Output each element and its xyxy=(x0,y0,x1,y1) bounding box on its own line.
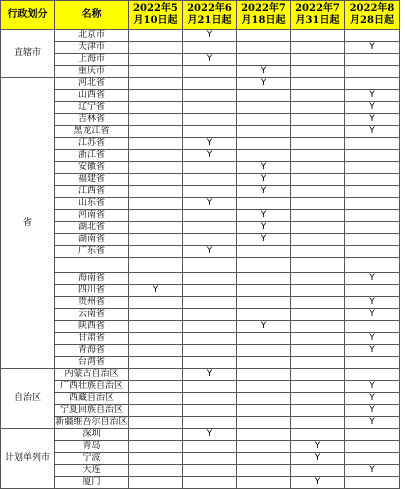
mark-cell[interactable] xyxy=(291,333,345,345)
table-row xyxy=(1,30,400,42)
name-cell[interactable]: 重庆市 xyxy=(55,66,129,78)
mark-cell[interactable] xyxy=(237,441,291,453)
mark-cell[interactable] xyxy=(129,246,183,258)
header-date-5[interactable]: 2022年8月28日起 xyxy=(345,1,400,30)
mark-cell[interactable] xyxy=(129,345,183,357)
mark-cell[interactable] xyxy=(183,417,237,429)
mark-cell[interactable] xyxy=(291,90,345,102)
mark-cell[interactable] xyxy=(129,405,183,417)
mark-cell[interactable] xyxy=(345,66,400,78)
table-row xyxy=(1,321,400,333)
mark-cell[interactable] xyxy=(345,441,400,453)
mark-cell[interactable] xyxy=(237,273,291,285)
name-cell[interactable]: 海南省 xyxy=(55,273,129,285)
mark-cell[interactable] xyxy=(183,42,237,54)
mark-cell[interactable] xyxy=(129,234,183,246)
mark-cell[interactable] xyxy=(237,138,291,150)
mark-cell[interactable] xyxy=(129,381,183,393)
mark-cell[interactable] xyxy=(291,357,345,369)
mark-cell[interactable] xyxy=(291,126,345,138)
name-cell[interactable]: 青岛 xyxy=(55,441,129,453)
mark-cell[interactable] xyxy=(237,309,291,321)
table-row xyxy=(1,198,400,210)
name-cell[interactable]: 黑龙江省 xyxy=(55,126,129,138)
mark-cell[interactable] xyxy=(345,357,400,369)
mark-cell[interactable] xyxy=(291,234,345,246)
name-cell[interactable]: 甘肃省 xyxy=(55,333,129,345)
name-cell[interactable]: 山西省 xyxy=(55,90,129,102)
mark-cell[interactable] xyxy=(237,393,291,405)
name-cell[interactable]: 厦门 xyxy=(55,477,129,489)
mark-cell[interactable] xyxy=(183,234,237,246)
mark-cell[interactable]: Y xyxy=(291,477,345,489)
mark-cell[interactable] xyxy=(129,186,183,198)
name-cell[interactable]: 四川省 xyxy=(55,285,129,297)
mark-cell[interactable] xyxy=(345,453,400,465)
mark-cell[interactable] xyxy=(129,78,183,90)
mark-cell[interactable] xyxy=(291,186,345,198)
mark-cell[interactable] xyxy=(291,273,345,285)
mark-cell[interactable] xyxy=(183,321,237,333)
mark-cell[interactable] xyxy=(129,66,183,78)
table-row xyxy=(1,441,400,453)
mark-cell[interactable] xyxy=(129,222,183,234)
mark-cell[interactable] xyxy=(291,393,345,405)
mark-cell[interactable] xyxy=(345,234,400,246)
table-row xyxy=(1,150,400,162)
name-cell[interactable]: 河南省 xyxy=(55,210,129,222)
mark-cell[interactable]: Y xyxy=(183,369,237,381)
spacer-row xyxy=(1,258,400,273)
mark-cell[interactable]: Y xyxy=(237,174,291,186)
mark-cell[interactable]: Y xyxy=(183,138,237,150)
name-cell[interactable]: 西藏自治区 xyxy=(55,393,129,405)
mark-cell[interactable] xyxy=(183,285,237,297)
mark-cell[interactable]: Y xyxy=(345,381,400,393)
mark-cell[interactable] xyxy=(291,210,345,222)
mark-cell[interactable] xyxy=(129,30,183,42)
mark-cell[interactable]: Y xyxy=(237,186,291,198)
mark-cell[interactable] xyxy=(129,441,183,453)
table-row xyxy=(1,234,400,246)
mark-cell[interactable]: Y xyxy=(345,309,400,321)
name-cell[interactable] xyxy=(55,258,129,273)
table-row xyxy=(1,126,400,138)
mark-cell[interactable] xyxy=(129,417,183,429)
mark-cell[interactable] xyxy=(291,429,345,441)
name-cell[interactable]: 辽宁省 xyxy=(55,102,129,114)
name-cell[interactable]: 天津市 xyxy=(55,42,129,54)
mark-cell[interactable] xyxy=(183,345,237,357)
mark-cell[interactable] xyxy=(129,210,183,222)
table-row xyxy=(1,90,400,102)
mark-cell[interactable] xyxy=(237,297,291,309)
header-region[interactable]: 行政划分 xyxy=(1,1,55,30)
mark-cell[interactable] xyxy=(291,114,345,126)
table-row xyxy=(1,309,400,321)
region-cell[interactable]: 直辖市 xyxy=(1,30,55,78)
mark-cell[interactable] xyxy=(129,126,183,138)
mark-cell[interactable]: Y xyxy=(345,345,400,357)
mark-cell[interactable] xyxy=(345,246,400,258)
mark-cell[interactable] xyxy=(345,54,400,66)
table-row xyxy=(1,465,400,477)
mark-cell[interactable] xyxy=(129,465,183,477)
mark-cell[interactable] xyxy=(129,393,183,405)
mark-cell[interactable] xyxy=(129,138,183,150)
mark-cell[interactable] xyxy=(291,102,345,114)
mark-cell[interactable] xyxy=(129,429,183,441)
name-cell[interactable]: 内蒙古自治区 xyxy=(55,369,129,381)
mark-cell[interactable] xyxy=(183,114,237,126)
mark-cell[interactable]: Y xyxy=(237,222,291,234)
mark-cell[interactable] xyxy=(129,42,183,54)
mark-cell[interactable]: Y xyxy=(183,429,237,441)
mark-cell[interactable]: Y xyxy=(345,405,400,417)
mark-cell[interactable] xyxy=(183,126,237,138)
table-row xyxy=(1,285,400,297)
mark-cell[interactable] xyxy=(129,198,183,210)
table-row xyxy=(1,381,400,393)
mark-cell[interactable]: Y xyxy=(345,417,400,429)
mark-cell[interactable] xyxy=(291,345,345,357)
name-cell[interactable]: 云南省 xyxy=(55,309,129,321)
mark-cell[interactable]: Y xyxy=(345,333,400,345)
mark-cell[interactable] xyxy=(237,345,291,357)
mark-cell[interactable]: Y xyxy=(237,78,291,90)
mark-cell[interactable] xyxy=(129,333,183,345)
mark-cell[interactable] xyxy=(183,453,237,465)
table-row xyxy=(1,297,400,309)
table-row xyxy=(1,477,400,489)
mark-cell[interactable]: Y xyxy=(345,393,400,405)
mark-cell[interactable] xyxy=(129,273,183,285)
mark-cell[interactable]: Y xyxy=(183,30,237,42)
mark-cell[interactable]: Y xyxy=(237,234,291,246)
mark-cell[interactable] xyxy=(345,285,400,297)
mark-cell[interactable] xyxy=(345,174,400,186)
mark-cell[interactable]: Y xyxy=(183,198,237,210)
mark-cell[interactable]: Y xyxy=(291,441,345,453)
mark-cell[interactable] xyxy=(237,246,291,258)
mark-cell[interactable] xyxy=(183,102,237,114)
name-cell[interactable]: 陕西省 xyxy=(55,321,129,333)
mark-cell[interactable] xyxy=(291,417,345,429)
name-cell[interactable]: 山东省 xyxy=(55,198,129,210)
mark-cell[interactable] xyxy=(237,453,291,465)
table-body xyxy=(1,30,400,489)
mark-cell[interactable] xyxy=(129,477,183,489)
mark-cell[interactable] xyxy=(183,357,237,369)
table-row xyxy=(1,54,400,66)
mark-cell[interactable] xyxy=(345,78,400,90)
mark-cell[interactable] xyxy=(129,90,183,102)
name-cell[interactable]: 大连 xyxy=(55,465,129,477)
mark-cell[interactable]: Y xyxy=(129,285,183,297)
mark-cell[interactable] xyxy=(129,321,183,333)
table-row xyxy=(1,102,400,114)
mark-cell[interactable] xyxy=(183,333,237,345)
header-date-4[interactable]: 2022年7月31日起 xyxy=(291,1,345,30)
table-row xyxy=(1,42,400,54)
mark-cell[interactable] xyxy=(291,246,345,258)
mark-cell[interactable] xyxy=(291,285,345,297)
name-cell[interactable]: 北京市 xyxy=(55,30,129,42)
mark-cell[interactable] xyxy=(237,465,291,477)
mark-cell[interactable] xyxy=(237,285,291,297)
mark-cell[interactable] xyxy=(237,126,291,138)
mark-cell[interactable]: Y xyxy=(345,102,400,114)
mark-cell[interactable] xyxy=(291,42,345,54)
mark-cell[interactable] xyxy=(183,186,237,198)
table-row xyxy=(1,186,400,198)
mark-cell[interactable] xyxy=(183,66,237,78)
mark-cell[interactable] xyxy=(183,465,237,477)
mark-cell[interactable]: Y xyxy=(237,162,291,174)
mark-cell[interactable] xyxy=(183,297,237,309)
mark-cell[interactable] xyxy=(183,309,237,321)
mark-cell[interactable] xyxy=(129,54,183,66)
table-row xyxy=(1,222,400,234)
table-row xyxy=(1,345,400,357)
mark-cell[interactable] xyxy=(129,150,183,162)
mark-cell[interactable] xyxy=(183,90,237,102)
name-cell[interactable]: 贵州省 xyxy=(55,297,129,309)
header-name[interactable]: 名称 xyxy=(55,1,129,30)
mark-cell[interactable] xyxy=(129,162,183,174)
mark-cell[interactable] xyxy=(183,393,237,405)
mark-cell[interactable] xyxy=(129,357,183,369)
name-cell[interactable]: 湖北省 xyxy=(55,222,129,234)
mark-cell[interactable] xyxy=(237,333,291,345)
mark-cell[interactable] xyxy=(237,357,291,369)
mark-cell[interactable] xyxy=(345,162,400,174)
mark-cell[interactable] xyxy=(129,102,183,114)
mark-cell[interactable] xyxy=(345,138,400,150)
region-cell[interactable]: 自治区 xyxy=(1,369,55,429)
mark-cell[interactable]: Y xyxy=(183,246,237,258)
mark-cell[interactable]: Y xyxy=(345,465,400,477)
mark-cell[interactable] xyxy=(237,417,291,429)
mark-cell[interactable] xyxy=(345,222,400,234)
table-row xyxy=(1,162,400,174)
mark-cell[interactable] xyxy=(345,258,400,273)
name-cell[interactable]: 安徽省 xyxy=(55,162,129,174)
mark-cell[interactable] xyxy=(291,198,345,210)
name-cell[interactable]: 湖南省 xyxy=(55,234,129,246)
name-cell[interactable]: 浙江省 xyxy=(55,150,129,162)
mark-cell[interactable] xyxy=(237,477,291,489)
mark-cell[interactable] xyxy=(291,30,345,42)
mark-cell[interactable] xyxy=(291,465,345,477)
table-row xyxy=(1,273,400,285)
mark-cell[interactable] xyxy=(183,174,237,186)
mark-cell[interactable] xyxy=(345,477,400,489)
mark-cell[interactable] xyxy=(183,477,237,489)
mark-cell[interactable] xyxy=(129,114,183,126)
mark-cell[interactable] xyxy=(291,309,345,321)
table-row xyxy=(1,78,400,90)
name-cell[interactable]: 江苏省 xyxy=(55,138,129,150)
table-row xyxy=(1,369,400,381)
name-cell[interactable]: 福建省 xyxy=(55,174,129,186)
name-cell[interactable]: 新疆维吾尔自治区 xyxy=(55,417,128,427)
region-cell[interactable]: 省 xyxy=(1,78,55,369)
mark-cell[interactable] xyxy=(183,258,237,273)
table-row xyxy=(1,405,400,417)
mark-cell[interactable] xyxy=(291,297,345,309)
mark-cell[interactable]: Y xyxy=(237,210,291,222)
table-row xyxy=(1,174,400,186)
name-cell[interactable]: 河北省 xyxy=(55,78,129,90)
table-row xyxy=(1,417,400,429)
name-cell[interactable]: 宁波 xyxy=(55,453,129,465)
mark-cell[interactable] xyxy=(291,54,345,66)
mark-cell[interactable] xyxy=(345,186,400,198)
mark-cell[interactable] xyxy=(183,78,237,90)
mark-cell[interactable] xyxy=(291,138,345,150)
mark-cell[interactable] xyxy=(345,429,400,441)
table-row xyxy=(1,429,400,441)
mark-cell[interactable] xyxy=(345,198,400,210)
mark-cell[interactable] xyxy=(291,258,345,273)
name-cell[interactable]: 深圳 xyxy=(55,429,129,441)
mark-cell[interactable] xyxy=(345,30,400,42)
mark-cell[interactable] xyxy=(237,102,291,114)
name-cell[interactable]: 宁夏回族自治区 xyxy=(55,405,129,417)
mark-cell[interactable] xyxy=(183,162,237,174)
mark-cell[interactable] xyxy=(237,30,291,42)
mark-cell[interactable]: Y xyxy=(237,321,291,333)
table-row xyxy=(1,114,400,126)
mark-cell[interactable]: Y xyxy=(291,453,345,465)
mark-cell[interactable] xyxy=(237,114,291,126)
mark-cell[interactable]: Y xyxy=(345,42,400,54)
mark-cell[interactable] xyxy=(291,222,345,234)
table-row xyxy=(1,453,400,465)
table-row xyxy=(1,210,400,222)
mark-cell[interactable] xyxy=(237,369,291,381)
mark-cell[interactable] xyxy=(237,54,291,66)
mark-cell[interactable]: Y xyxy=(237,66,291,78)
mark-cell[interactable] xyxy=(237,258,291,273)
mark-cell[interactable] xyxy=(345,210,400,222)
name-cell[interactable]: 江西省 xyxy=(55,186,129,198)
header-row xyxy=(1,1,400,30)
mark-cell[interactable] xyxy=(183,273,237,285)
mark-cell[interactable] xyxy=(291,381,345,393)
name-cell[interactable]: 台湾省 xyxy=(55,357,129,369)
mark-cell[interactable] xyxy=(237,198,291,210)
mark-cell[interactable]: Y xyxy=(345,126,400,138)
mark-cell[interactable] xyxy=(237,150,291,162)
name-cell[interactable]: 吉林省 xyxy=(55,114,129,126)
mark-cell[interactable] xyxy=(129,174,183,186)
header-date-2[interactable]: 2022年6月21日起 xyxy=(183,1,237,30)
mark-cell[interactable]: Y xyxy=(183,54,237,66)
mark-cell[interactable] xyxy=(129,369,183,381)
mark-cell[interactable] xyxy=(183,381,237,393)
table-row xyxy=(1,66,400,78)
mark-cell[interactable] xyxy=(237,90,291,102)
table-row xyxy=(1,246,400,258)
mark-cell[interactable] xyxy=(291,78,345,90)
mark-cell[interactable]: Y xyxy=(345,273,400,285)
mark-cell[interactable] xyxy=(291,162,345,174)
mark-cell[interactable] xyxy=(129,258,183,273)
mark-cell[interactable] xyxy=(129,309,183,321)
mark-cell[interactable] xyxy=(129,453,183,465)
mark-cell[interactable] xyxy=(345,321,400,333)
mark-cell[interactable] xyxy=(291,369,345,381)
table-row xyxy=(1,333,400,345)
region-cell[interactable]: 计划单列市 xyxy=(1,429,55,489)
mark-cell[interactable] xyxy=(183,210,237,222)
mark-cell[interactable] xyxy=(237,405,291,417)
mark-cell[interactable] xyxy=(345,150,400,162)
mark-cell[interactable] xyxy=(183,222,237,234)
mark-cell[interactable] xyxy=(291,321,345,333)
name-cell[interactable]: 上海市 xyxy=(55,54,129,66)
mark-cell[interactable]: Y xyxy=(345,114,400,126)
mark-cell[interactable] xyxy=(291,405,345,417)
mark-cell[interactable] xyxy=(183,405,237,417)
mark-cell[interactable] xyxy=(237,42,291,54)
table-row xyxy=(1,138,400,150)
mark-cell[interactable] xyxy=(237,429,291,441)
mark-cell[interactable] xyxy=(237,381,291,393)
name-cell[interactable]: 广东省 xyxy=(55,246,129,258)
name-cell[interactable]: 广西壮族自治区 xyxy=(55,381,129,393)
table-row xyxy=(1,357,400,369)
mark-cell[interactable] xyxy=(183,441,237,453)
mark-cell[interactable]: Y xyxy=(345,297,400,309)
mark-cell[interactable]: Y xyxy=(345,90,400,102)
header-date-3[interactable]: 2022年7月18日起 xyxy=(237,1,291,30)
mark-cell[interactable] xyxy=(345,369,400,381)
header-date-1[interactable]: 2022年5月10日起 xyxy=(129,1,183,30)
mark-cell[interactable]: Y xyxy=(183,150,237,162)
mark-cell[interactable] xyxy=(129,297,183,309)
mark-cell[interactable] xyxy=(291,66,345,78)
mark-cell[interactable] xyxy=(291,174,345,186)
mark-cell[interactable] xyxy=(291,150,345,162)
name-cell[interactable]: 青海省 xyxy=(55,345,129,357)
table-row xyxy=(1,393,400,405)
